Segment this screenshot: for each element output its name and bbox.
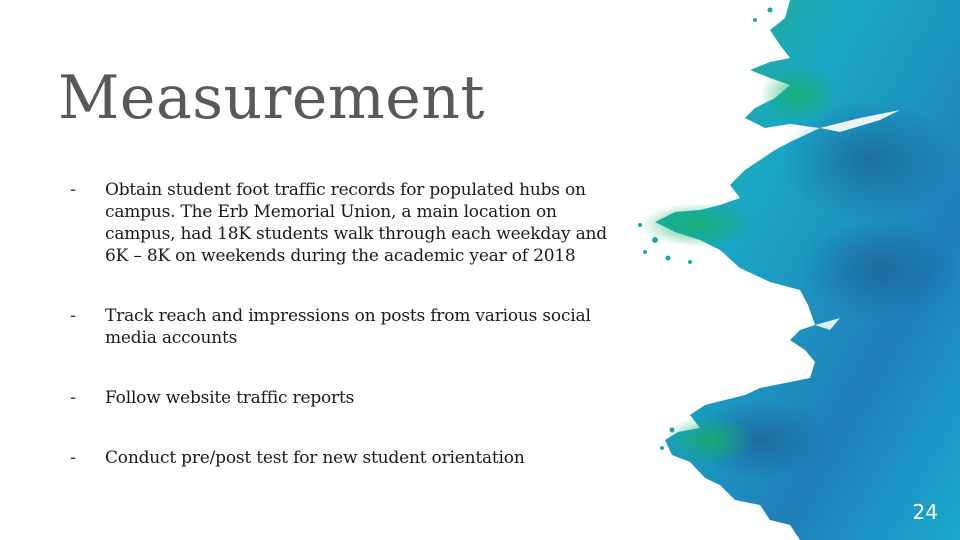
slide-title: Measurement [58,63,485,133]
bullet-marker: - [70,306,77,326]
bullet-text: Follow website traffic reports [105,388,355,408]
bullet-item [70,387,620,409]
bullet-item [70,179,620,267]
page-number: 24 [912,500,938,524]
bullet-text: Obtain student foot traffic records for populated hubs on campus. The Erb Memorial Union, a main location on campus, had 18K students walk through each weekday and 6K – 8K on weekends during the academic year of 2018 [105,180,607,266]
bullet-item [70,447,620,469]
bullet-marker: - [70,388,77,408]
bullet-text: Conduct pre/post test for new student orientation [105,448,525,468]
bullet-list [70,179,620,507]
bullet-text: Track reach and impressions on posts from various social media accounts [105,306,591,348]
bullet-item [70,305,620,349]
bullet-marker: - [70,180,77,200]
bullet-marker: - [70,448,77,468]
